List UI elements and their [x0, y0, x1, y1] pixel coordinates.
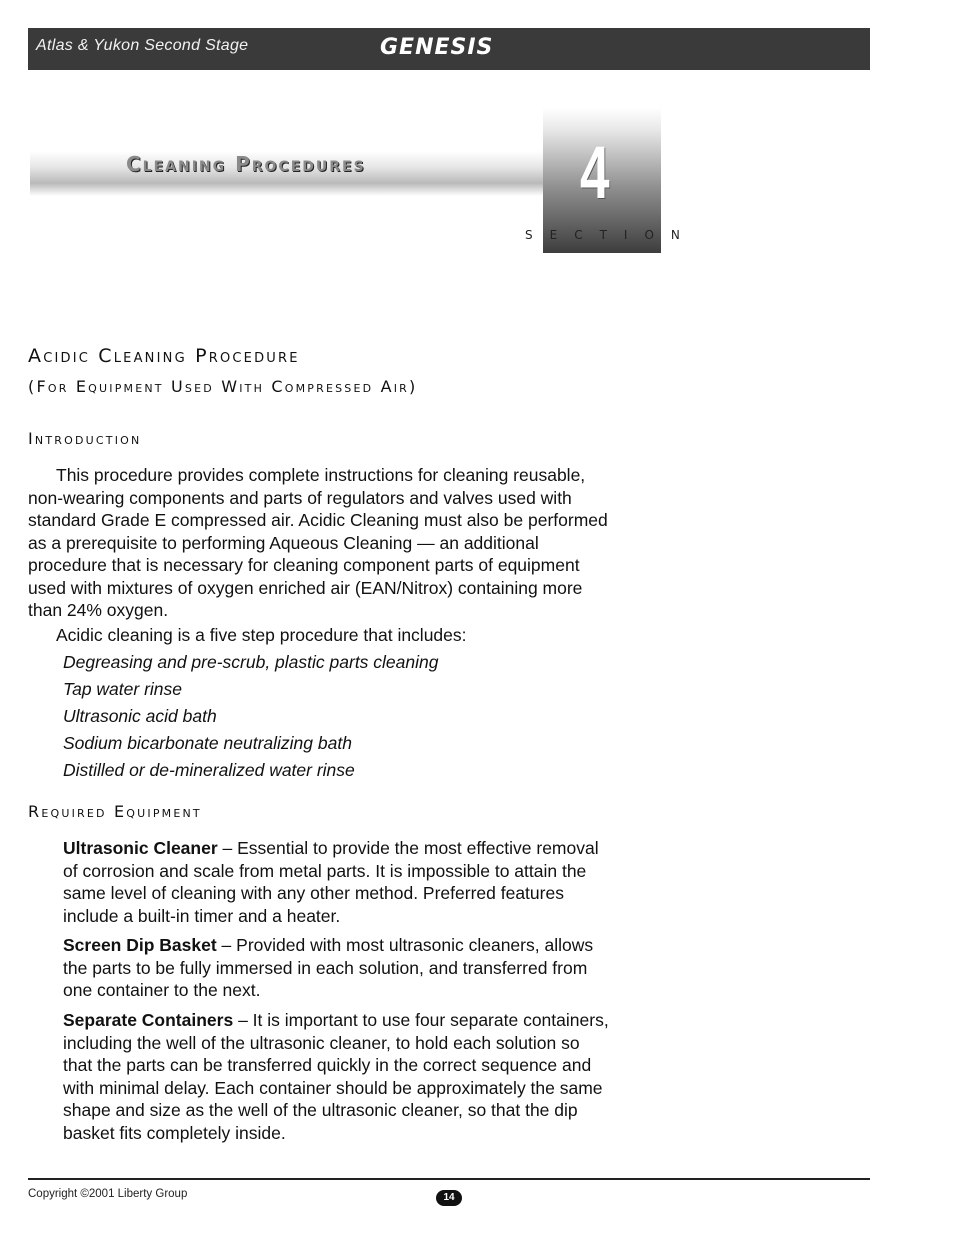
- brand-logo: GENESIS: [380, 35, 494, 60]
- equipment-term: Ultrasonic Cleaner: [63, 838, 218, 858]
- equipment-item-ultrasonic-cleaner: [63, 837, 613, 927]
- introduction-paragraph-1: This procedure provides complete instructions for cleaning reusable, non-wearing components and parts of regulators and valves used with standard Grade E compressed air. Acidic Cleaning must also be performed as a prerequisite to performing Aqueous Cleaning — an additional procedure that is necessary for cleaning component parts of equipment used with mixtures of oxygen enriched air (EAN/Nitrox) containing more than 24% oxygen.: [28, 465, 608, 620]
- introduction-paragraph-2: Acidic cleaning is a five step procedure that includes:: [56, 625, 467, 645]
- page-number: 14: [436, 1190, 462, 1206]
- introduction-heading: Introduction: [28, 429, 142, 448]
- section-number: 4: [580, 131, 610, 214]
- step-item: Sodium bicarbonate neutralizing bath: [63, 733, 352, 753]
- header-bar: [28, 28, 870, 70]
- equipment-item-separate-containers: [63, 1009, 613, 1144]
- footer-divider: [28, 1178, 870, 1180]
- equipment-description: – Essential to provide the most effective removal of corrosion and scale from metal parts. It is impossible to attain the same level of cleaning with any other method. Preferred features include a built-in timer and a heater.: [63, 838, 599, 926]
- section-label: SECTION: [525, 228, 697, 242]
- section-title-band: [30, 132, 545, 196]
- equipment-description: – It is important to use four separate containers, including the well of the ultrasonic cleaner, to hold each solution so that the parts can be transferred quickly in the correct sequence and with minimal delay. Each container should be approximately the same shape and size as the well of the ultrasonic cleaner, so that the dip basket fits completely inside.: [63, 1010, 609, 1143]
- section-title: Cleaning Procedures: [126, 152, 366, 176]
- procedure-heading: Acidic Cleaning Procedure: [28, 345, 300, 367]
- required-equipment-heading: Required Equipment: [28, 802, 202, 821]
- step-item: Tap water rinse: [63, 679, 182, 699]
- equipment-term: Separate Containers: [63, 1010, 234, 1030]
- equipment-description: – Provided with most ultrasonic cleaners, allows the parts to be fully immersed in each solution, and transferred from one container to the next.: [63, 935, 594, 1000]
- step-item: Distilled or de-mineralized water rinse: [63, 760, 355, 780]
- header-subtitle: Atlas & Yukon Second Stage: [36, 37, 249, 54]
- copyright-text: Copyright ©2001 Liberty Group: [28, 1188, 188, 1200]
- procedure-subheading: (For Equipment Used With Compressed Air): [28, 377, 418, 396]
- step-item: Degreasing and pre-scrub, plastic parts cleaning: [63, 652, 439, 672]
- equipment-term: Screen Dip Basket: [63, 935, 217, 955]
- equipment-item-screen-dip-basket: [63, 934, 613, 1002]
- step-item: Ultrasonic acid bath: [63, 706, 217, 726]
